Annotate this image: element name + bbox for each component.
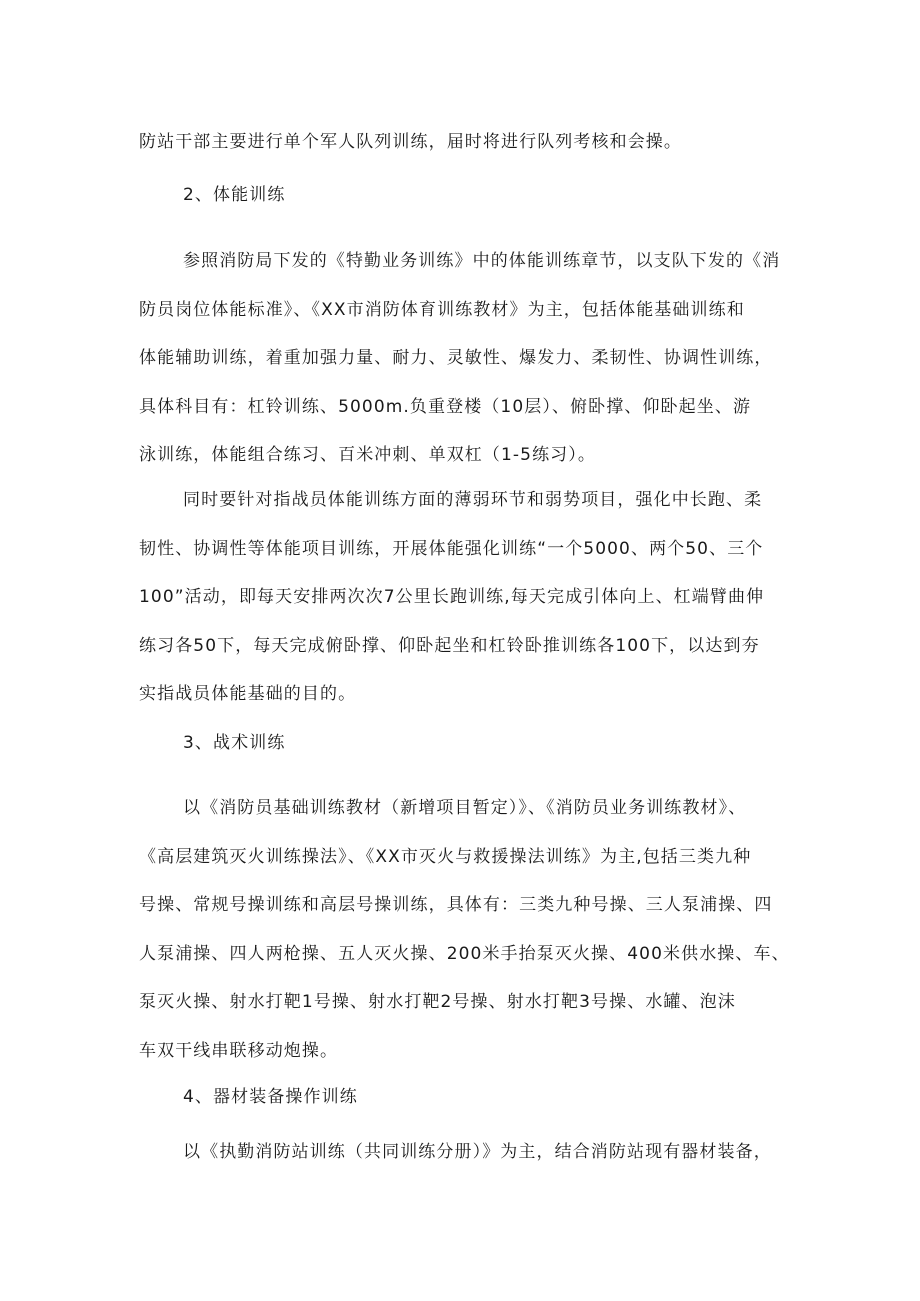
section-heading-tactical-training: 3、战术训练 <box>183 733 286 753</box>
paragraph-line: 人泵浦操、四人两枪操、五人灭火操、200米手抬泵灭火操、400米供水操、车、 <box>139 943 790 964</box>
paragraph-line: 韧性、协调性等体能项目训练，开展体能强化训练“一个5000、两个50、三个 <box>139 538 764 559</box>
paragraph-line: 同时要针对指战员体能训练方面的薄弱环节和弱势项目，强化中长跑、柔 <box>183 490 763 510</box>
paragraph-equipment-training <box>139 1128 789 1177</box>
paragraph-line: 以《消防员基础训练教材（新增项目暂定）》、《消防员业务训练教材》、 <box>183 798 747 818</box>
paragraph-line: 号操、常规号操训练和高层号操训练，具体有：三类九种号操、三人泵浦操、四 <box>139 895 773 915</box>
paragraph-line: 泵灭火操、射水打靶1号操、射水打靶2号操、射水打靶3号操、水罐、泡沫 <box>139 992 736 1012</box>
section-heading-equipment-training: 4、器材装备操作训练 <box>183 1087 358 1107</box>
paragraph-line: 实指战员体能基础的目的。 <box>139 684 357 704</box>
paragraph-physical-training-intensive <box>139 476 789 719</box>
paragraph-tactical-training <box>139 784 789 1075</box>
paragraph-line: 车双干线串联移动炮操。 <box>139 1040 339 1061</box>
paragraph-line: 以《执勤消防站训练（共同训练分册）》为主，结合消防站现有器材装备， <box>183 1142 772 1162</box>
paragraph-line: 体能辅助训练，着重加强力量、耐力、灵敏性、爆发力、柔韧性、协调性训练， <box>139 348 773 368</box>
paragraph-line: 防员岗位体能标准》、《XX市消防体育训练教材》为主，包括体能基础训练和 <box>139 299 745 320</box>
paragraph-line: 具体科目有：杠铃训练、5000m.负重登楼（10层）、俯卧撑、仰卧起坐、游 <box>139 396 752 417</box>
paragraph-line: 泳训练，体能组合练习、百米冲刺、单双杠（1-5练习）。 <box>139 445 596 465</box>
paragraph-line: 100”活动，即每天安排两次次7公里长跑训练,每天完成引体向上、杠端臂曲伸 <box>139 587 765 607</box>
paragraph-continuation <box>139 118 789 167</box>
section-heading-physical-training: 2、体能训练 <box>183 185 286 205</box>
paragraph-line: 练习各50下，每天完成俯卧撑、仰卧起坐和杠铃卧推训练各100下，以达到夯 <box>139 635 760 656</box>
paragraph-physical-training-scope <box>139 237 789 480</box>
paragraph-line: 防站干部主要进行单个军人队列训练，届时将进行队列考核和会操。 <box>139 132 682 152</box>
paragraph-line: 《高层建筑灭火训练操法》、《XX市灭火与救援操法训练》为主,包括三类九种 <box>139 846 752 867</box>
paragraph-line: 参照消防局下发的《特勤业务训练》中的体能训练章节，以支队下发的《消 <box>183 251 781 271</box>
